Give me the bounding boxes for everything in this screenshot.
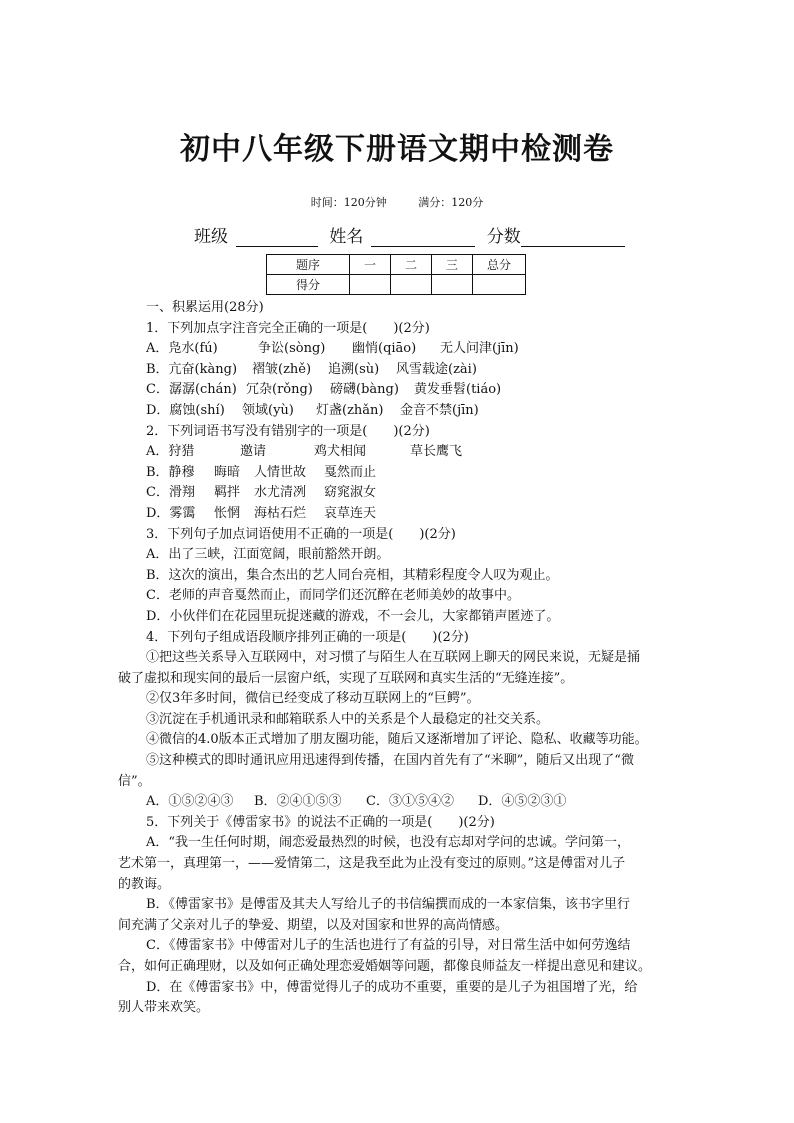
- score-table-header-row: [267, 255, 526, 275]
- option-part: B．亢奋(kàng): [146, 361, 238, 377]
- option-part: A．①⑤②④③: [146, 794, 234, 810]
- q4-sentence-1-cont: 破了虚拟和现实间的最后一层窗户纸，实现了互联网和真实生活的“无缝连接”。: [118, 670, 574, 686]
- option-part: 羁拌: [214, 485, 241, 501]
- q4-sentence-2: ②仅3年多时间，微信已经变成了移动互联网上的“巨鳄”。: [146, 691, 480, 707]
- option-part: 追溯(sù): [328, 361, 380, 377]
- q1-option-c: [118, 380, 678, 401]
- q4-sentence-5: ⑤这种模式的即时通讯应用迅速得到传播，在国内首先有了“米聊”，随后又出现了“微: [146, 753, 634, 769]
- option-part: 怅惘: [214, 505, 241, 521]
- score-table-score-row: [267, 275, 526, 295]
- score-cell: 总分: [473, 255, 526, 275]
- option-part: 幽悄(qiāo): [352, 341, 417, 357]
- option-part: 戛然而止: [324, 464, 377, 480]
- question-2: 2．下列词语书写没有错别字的一项是( )(2分): [146, 423, 430, 439]
- score-cell: 题序: [267, 255, 350, 275]
- q2-option-b: [118, 463, 678, 484]
- option-part: D．④⑤②③①: [478, 794, 567, 810]
- score-input-cell[interactable]: [432, 275, 473, 295]
- q3-option-a: A．出了三峡，江面宽阔，眼前豁然开朗。: [146, 547, 390, 563]
- option-part: 窈窕淑女: [324, 485, 377, 501]
- option-part: B．静穆: [146, 464, 195, 480]
- q1-option-d: [118, 401, 678, 422]
- option-part: 磅礴(bàng): [330, 382, 399, 398]
- option-part: A．凫水(fú): [146, 341, 218, 357]
- q5-option-c-cont: 合，如何正确理财，以及如何正确处理恋爱婚姻等问题，都像良师益友一样提出意见和建议。: [118, 959, 652, 974]
- q1-option-b: [118, 360, 678, 381]
- option-part: C．潺潺(chán): [146, 382, 237, 398]
- score-input-cell[interactable]: [350, 275, 391, 295]
- option-part: 晦暗: [214, 464, 241, 480]
- student-info-line: [194, 222, 631, 247]
- score-cell: 一: [350, 255, 391, 275]
- option-part: A．狩猎: [146, 444, 195, 460]
- option-part: 争讼(sòng): [258, 341, 326, 357]
- question-4: 4．下列句子组成语段顺序排列正确的一项是( )(2分): [146, 629, 469, 645]
- option-part: D．雾霭: [146, 505, 196, 521]
- option-part: 水尤清冽: [254, 485, 307, 501]
- score-label: 分数: [486, 227, 521, 247]
- score-input-cell[interactable]: [391, 275, 432, 295]
- q1-option-a: [118, 339, 678, 360]
- score-input-cell[interactable]: [473, 275, 526, 295]
- score-cell: 三: [432, 255, 473, 275]
- option-part: 褶皱(zhě): [252, 361, 312, 377]
- exam-title: 初中八年级下册语文期中检测卷: [180, 132, 614, 167]
- q4-sentence-3: ③沉淀在手机通讯录和邮箱联系人中的关系是个人最稳定的社交关系。: [146, 711, 550, 727]
- exam-meta: [0, 194, 794, 210]
- q5-option-a: A．“我一生任何时期，闹恋爱最热烈的时候，也没有忘却对学问的忠诚。学问第一，: [146, 835, 631, 851]
- q5-option-a-cont: 的教诲。: [118, 876, 171, 892]
- name-label: 姓名: [329, 227, 364, 247]
- question-3: 3．下列句子加点词语使用不正确的一项是( )(2分): [146, 526, 456, 542]
- option-part: 草长鹰飞: [410, 444, 463, 460]
- option-part: 风雪载途(zài): [396, 361, 477, 377]
- option-part: 鸡犬相闻: [314, 444, 367, 460]
- q2-option-d: [118, 504, 678, 525]
- q3-option-d: D．小伙伴们在花园里玩捉迷藏的游戏，不一会儿，大家都销声匿迹了。: [146, 608, 560, 624]
- score-table: [266, 254, 526, 295]
- option-part: 黄发垂髫(tiáo): [414, 382, 502, 398]
- q5-option-b: B．《傅雷家书》是傅雷及其夫人写给儿子的书信编撰而成的一本家信集，该书字里行: [146, 897, 631, 913]
- q4-options: [118, 792, 678, 813]
- q5-option-c: C．《傅雷家书》中傅雷对儿子的生活也进行了有益的引导，对日常生活中如何劳逸结: [146, 938, 631, 954]
- option-part: 无人问津(jīn): [440, 341, 519, 357]
- option-part: C．③①⑤④②: [366, 794, 454, 810]
- q5-option-d: D．在《傅雷家书》中，傅雷觉得儿子的成功不重要，重要的是儿子为祖国增了光，给: [146, 979, 638, 995]
- time-limit: 时间：120分钟: [310, 196, 387, 209]
- score-cell: 二: [391, 255, 432, 275]
- q2-option-c: [118, 483, 678, 504]
- q2-option-a: [118, 442, 678, 463]
- option-part: B．②④①⑤③: [254, 794, 342, 810]
- score-blank[interactable]: [521, 228, 625, 247]
- q5-option-a-cont: 艺术第一，真理第一，——爱情第二，这是我至此为止没有变过的原则。”这是傅雷对儿子: [118, 856, 626, 872]
- q4-sentence-4: ④微信的4.0版本正式增加了朋友圈功能，随后又逐渐增加了评论、隐私、收藏等功能。: [146, 732, 648, 748]
- q3-option-c: C．老师的声音戛然而止，而同学们还沉醉在老师美妙的故事中。: [146, 588, 520, 604]
- q5-option-d-cont: 别人带来欢笑。: [118, 1000, 210, 1016]
- exam-content: [118, 298, 678, 1019]
- option-part: C．滑翔: [146, 485, 195, 501]
- class-blank[interactable]: [236, 228, 318, 247]
- option-part: 邀请: [240, 444, 267, 460]
- section-heading: 一、积累运用(28分): [146, 300, 264, 315]
- option-part: 人情世故: [254, 464, 307, 480]
- option-part: 哀草连天: [324, 505, 377, 521]
- full-score: 满分：120分: [418, 196, 484, 209]
- question-1: 1．下列加点字注音完全正确的一项是( )(2分): [146, 320, 430, 336]
- name-blank[interactable]: [371, 228, 475, 247]
- q3-option-b: B．这次的演出，集合杰出的艺人同台亮相，其精彩程度令人叹为观止。: [146, 567, 559, 583]
- option-part: D．腐蚀(shí): [146, 402, 225, 418]
- question-5: 5．下列关于《傅雷家书》的说法不正确的一项是( )(2分): [146, 814, 495, 830]
- option-part: 金音不禁(jīn): [400, 402, 479, 418]
- option-part: 海枯石烂: [254, 505, 307, 521]
- option-part: 领域(yù): [242, 402, 294, 418]
- q5-option-b-cont: 间充满了父亲对儿子的挚爱、期望，以及对国家和世界的高尚情感。: [118, 917, 509, 933]
- q4-sentence-5-cont: 信”。: [118, 773, 151, 789]
- option-part: 冗杂(rǒng): [246, 382, 313, 398]
- option-part: 灯盏(zhǎn): [316, 402, 384, 418]
- class-label: 班级: [194, 227, 228, 247]
- score-cell: 得分: [267, 275, 350, 295]
- q4-sentence-1: ①把这些关系导入互联网中，对习惯了与陌生人在互联网上聊天的网民来说，无疑是捅: [146, 650, 641, 666]
